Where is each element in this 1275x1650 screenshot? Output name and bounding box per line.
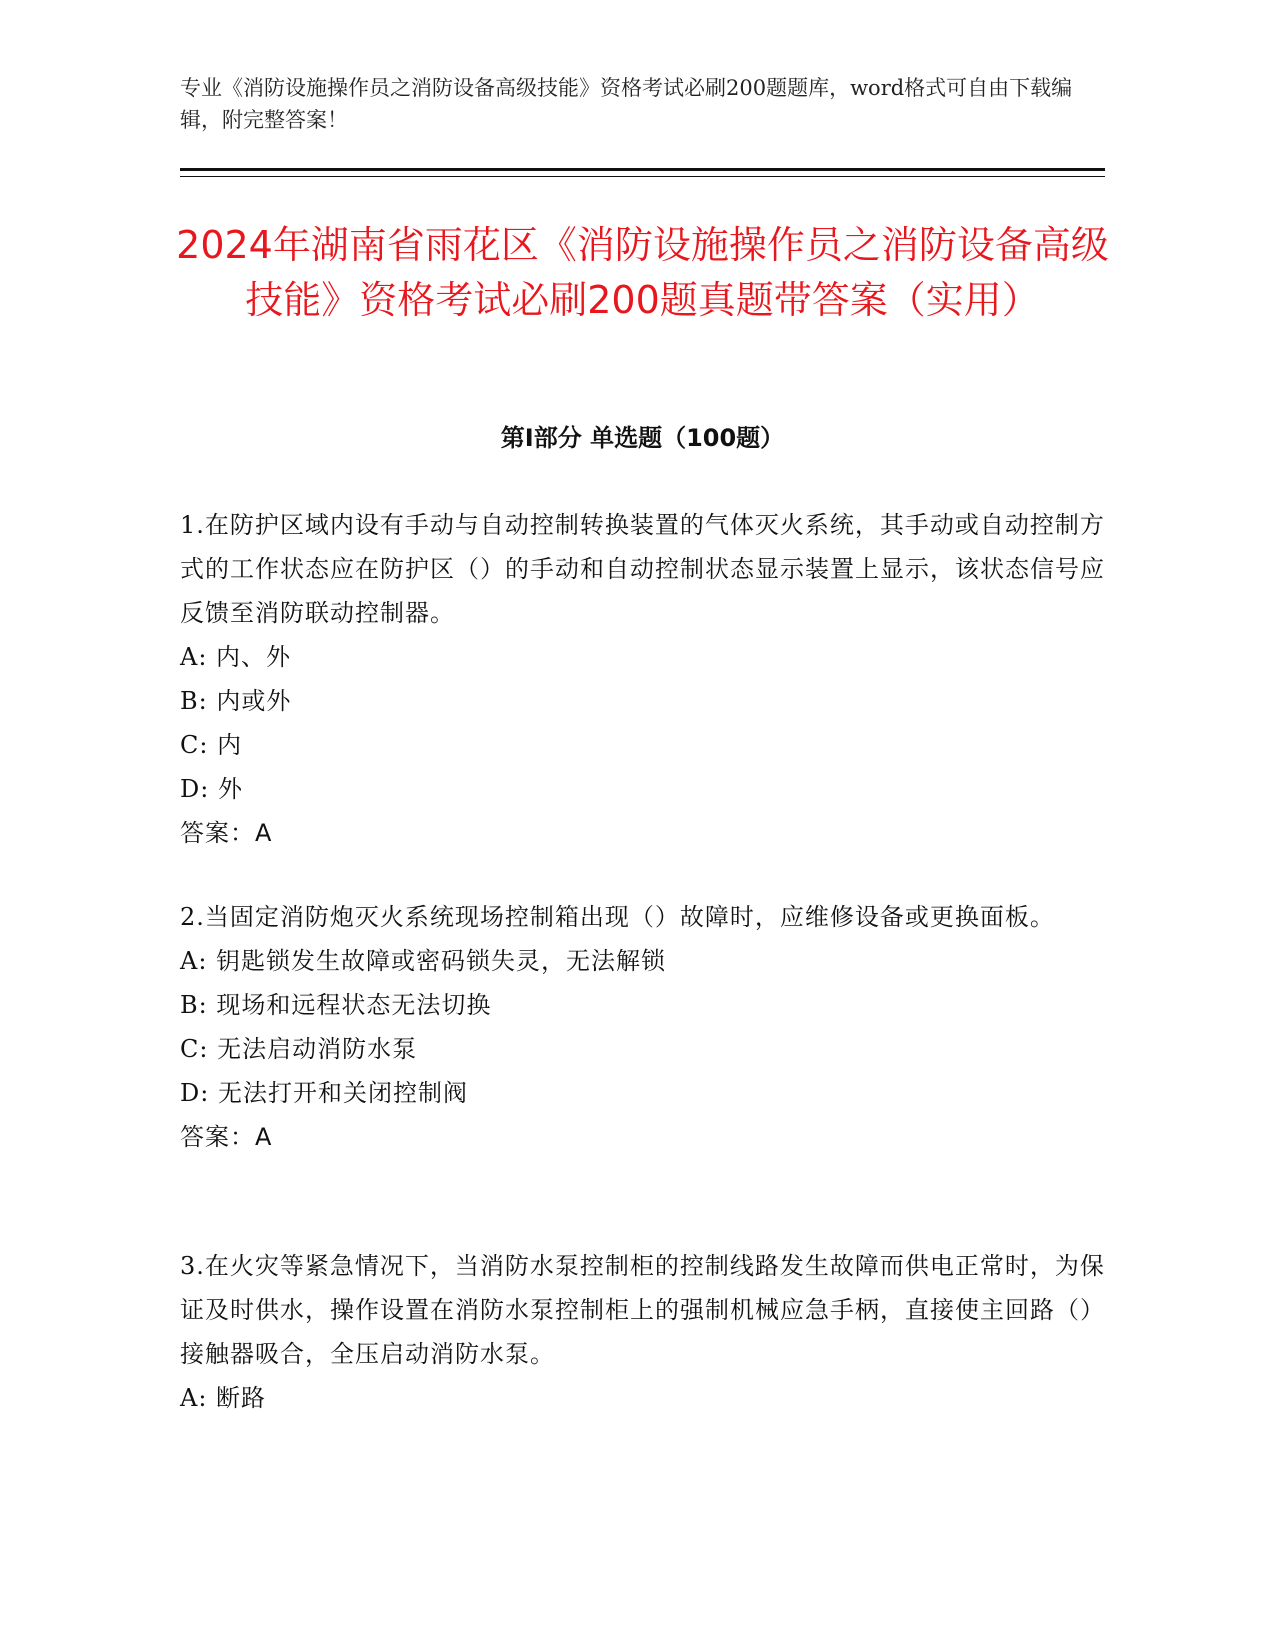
answer: 答案：A xyxy=(180,1123,273,1151)
question-2 xyxy=(180,895,1105,1159)
question-stem: 2.当固定消防炮灭火系统现场控制箱出现（）故障时，应维修设备或更换面板。 xyxy=(180,903,1055,931)
option-a: A: 内、外 xyxy=(180,643,292,671)
option-a: A: 钥匙锁发生故障或密码锁失灵，无法解锁 xyxy=(180,947,667,975)
answer: 答案：A xyxy=(180,819,273,847)
option-d: D: 外 xyxy=(180,775,243,803)
option-b: B: 内或外 xyxy=(180,687,292,715)
option-b: B: 现场和远程状态无法切换 xyxy=(180,991,492,1019)
option-d: D: 无法打开和关闭控制阀 xyxy=(180,1079,468,1107)
document-title: 2024年湖南省雨花区《消防设施操作员之消防设备高级技能》资格考试必刷200题真题带答案（实用） xyxy=(176,223,1109,322)
option-a: A: 断路 xyxy=(180,1384,267,1412)
question-3 xyxy=(180,1244,1105,1420)
option-c: C: 无法启动消防水泵 xyxy=(180,1035,418,1063)
question-stem: 3.在火灾等紧急情况下，当消防水泵控制柜的控制线路发生故障而供电正常时，为保证及时供水，操作设置在消防水泵控制柜上的强制机械应急手柄，直接使主回路（）接触器吸合，全压启动消防水泵。 xyxy=(180,1252,1105,1368)
question-1 xyxy=(180,503,1105,855)
section-title: 第I部分 单选题（100题） xyxy=(500,424,785,452)
header-divider-thin xyxy=(180,176,1105,177)
question-stem: 1.在防护区域内设有手动与自动控制转换装置的气体灭火系统，其手动或自动控制方式的工作状态应在防护区（）的手动和自动控制状态显示装置上显示，该状态信号应反馈至消防联动控制器。 xyxy=(180,511,1105,627)
header-divider-thick xyxy=(180,168,1105,171)
option-c: C: 内 xyxy=(180,731,243,759)
document-page xyxy=(176,0,1109,1650)
header-note: 专业《消防设施操作员之消防设备高级技能》资格考试必刷200题题库，word格式可自由下载编辑，附完整答案！ xyxy=(180,76,1073,132)
